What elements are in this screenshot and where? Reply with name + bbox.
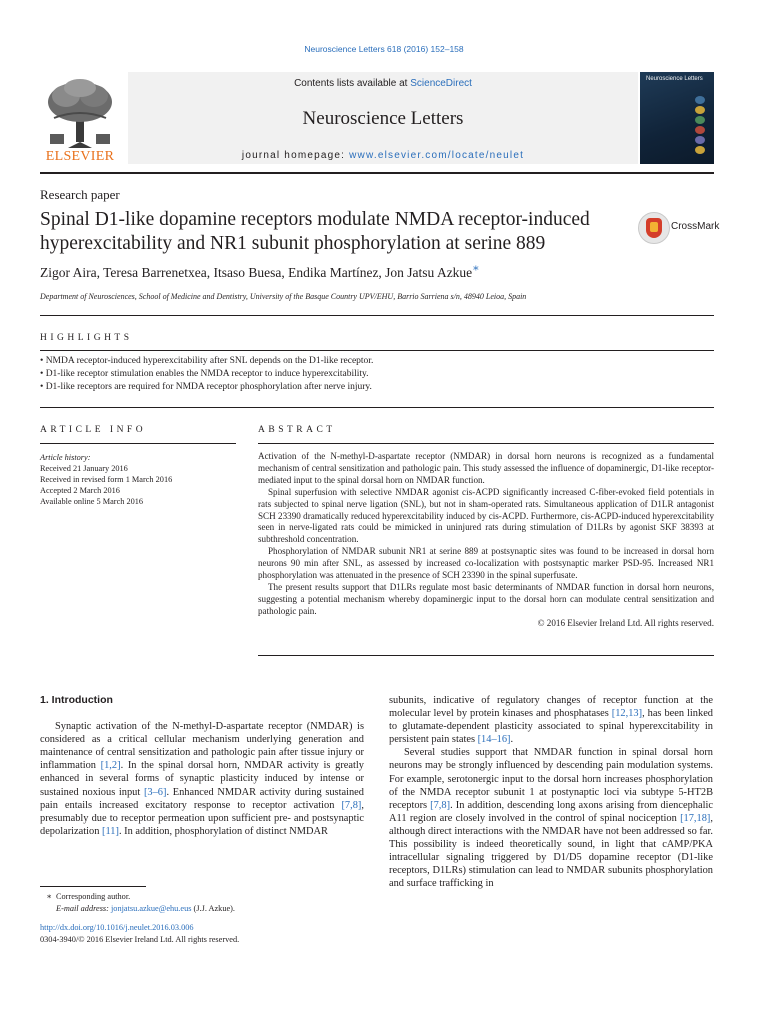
highlights-divider: [40, 350, 714, 351]
cover-art: [692, 94, 708, 160]
journal-name: Neuroscience Letters: [302, 108, 464, 129]
abstract-body: [258, 451, 714, 630]
sciencedirect-link[interactable]: ScienceDirect: [410, 78, 472, 89]
abstract-heading: ABSTRACT: [258, 425, 336, 435]
article-info-divider: [40, 443, 236, 444]
email-footnote: E-mail address: jonjatsu.azkue@ehu.eus (J.J. Azkue).: [56, 903, 236, 913]
highlight-item: • D1-like receptors are required for NMDA receptor phosphorylation after nerve injury.: [40, 382, 372, 392]
highlights-end-divider: [40, 407, 714, 408]
homepage-prefix: journal homepage:: [241, 150, 350, 161]
citation-link[interactable]: [3–6]: [143, 786, 167, 798]
section-heading: 1. Introduction: [40, 694, 113, 706]
intro-paragraph: Several studies support that NMDAR function in spinal dorsal horn neurons may be strongly influenced by descending pain modulation systems. For example, serotonergic input to the dorsal horn increases phosphorylation of the NMDA receptor subunit 1 at postynaptic loci via subtype 5-HT2B receptors [7,8]. In addition, descending long axons arising from diencephalic A11 region are closely involved in the control of spinal nociception [17,18], although direct interactions with the NMDAR have not been addressed so far. This possibility is indeed theoretically sound, in light that cAMP/PKA intracellular signaling triggered by D1/D5 dopamine receptor (D1-like receptors, D1LRs) stimulation can lead to NMDAR subunits phosphorylation and surface trafficking in: [389, 747, 713, 890]
citation-link[interactable]: [11]: [102, 825, 119, 837]
masthead-divider: [40, 172, 714, 174]
citation-link[interactable]: [17,18]: [680, 812, 711, 824]
abstract-paragraph: Spinal superfusion with selective NMDAR agonist cis-ACPD significantly increased C-fiber-evoked field potentials in rats subjected to spinal nerve ligation (SNL), but not in sham-operated rats. Simultaneous application of D1LR antagonist SCH 23390 dramatically reduced hyperexcitability induced by cis-ACPD. Furthermore, cis-ACPD-induced hyperexcitability seen in nerve-ligated rats could be mimicked in uninjured rats during stimulation of D1LRs by agonist SKF 38393 at subthreshold concentration.: [258, 486, 714, 545]
intro-paragraph: Synaptic activation of the N-methyl-D-aspartate receptor (NMDAR) is considered as a critical cellular mechanism underlying generation and maintenance of central sensitization and pathologic pain after tissue injury or inflammation [1,2]. In the spinal dorsal horn, NMDAR activity is greatly enhanced in several forms of synaptic plasticity induced by intense or sustained noxious input [3–6]. Enhanced NMDAR activity during sustained pain entails increased excitatory response to receptor activation [7,8], presumably due to receptor permeation upon sufficient pre- and postsynaptic depolarization [11]. In addition, phosphorylation of distinct NMDAR: [40, 721, 364, 837]
journal-citation[interactable]: Neuroscience Letters 618 (2016) 152–158: [304, 44, 464, 54]
footnotes: [40, 891, 370, 945]
contents-line: [128, 78, 638, 89]
body-right-column: [389, 694, 713, 890]
article-title: Spinal D1-like dopamine receptors modulate NMDA receptor-induced hyperexcitability and NR1 subunit phosphorylation at serine 889: [40, 209, 590, 254]
crossmark-icon: [638, 212, 670, 244]
corresponding-author-marker[interactable]: ∗: [472, 262, 480, 275]
citation-link[interactable]: [14–16]: [477, 734, 511, 746]
highlights-list: [40, 355, 714, 394]
history-revised: Received in revised form 1 March 2016: [40, 475, 173, 484]
author-email-link[interactable]: jonjatsu.azkue@ehu.eus: [111, 903, 192, 913]
citation-link[interactable]: [1,2]: [100, 760, 121, 772]
cover-title: Neuroscience Letters: [646, 76, 703, 82]
journal-masthead: [40, 72, 714, 164]
affiliation-divider: [40, 315, 714, 316]
citation-link[interactable]: [12,13]: [611, 708, 643, 720]
highlight-item: • D1-like receptor stimulation enables the NMDA receptor to induce hyperexcitability.: [40, 369, 369, 379]
author-list: [40, 262, 480, 281]
contents-prefix: Contents lists available at: [294, 78, 411, 89]
corresponding-footnote: ∗ Corresponding author.: [46, 892, 131, 901]
issn-line: 0304-3940/© 2016 Elsevier Ireland Ltd. All rights reserved.: [40, 934, 240, 944]
doi-line: [40, 922, 370, 934]
abstract-paragraph: Activation of the N-methyl-D-aspartate receptor (NMDAR) in dorsal horn neurons is recognized as a fundamental mechanism of central sensitization and pathologic pain. This study assessed the influence of dopaminergic, D1-like receptor-mediated input to the spinal dorsal horn on NMDAR function.: [258, 451, 714, 485]
abstract-end-divider: [258, 655, 714, 656]
journal-cover-thumbnail[interactable]: [640, 72, 714, 164]
history-online: Available online 5 March 2016: [40, 497, 144, 506]
abstract-paragraph: The present results support that D1LRs regulate most basic determinants of NMDAR function in dorsal horn neurons, suggesting a potential mechanism whereby dopaminergic input to the dorsal horn can modulate central sensitization and pathologic pain.: [258, 581, 714, 616]
citation-link[interactable]: [7,8]: [341, 799, 362, 811]
crossmark-button[interactable]: [638, 212, 718, 244]
article-type: Research paper: [40, 187, 120, 202]
history-accepted: Accepted 2 March 2016: [40, 486, 120, 495]
highlight-item: • NMDA receptor-induced hyperexcitability after SNL depends on the D1-like receptor.: [40, 356, 374, 366]
abstract-copyright: © 2016 Elsevier Ireland Ltd. All rights reserved.: [537, 617, 714, 628]
publisher-wordmark: ELSEVIER: [45, 149, 115, 164]
journal-homepage: [128, 150, 638, 161]
authors-text: Zigor Aira, Teresa Barrenetxea, Itsaso Buesa, Endika Martínez, Jon Jatsu Azkue: [40, 265, 473, 280]
body-left-column: [40, 694, 364, 838]
highlights-heading: HIGHLIGHTS: [40, 333, 133, 343]
article-info-heading: ARTICLE INFO: [40, 425, 147, 435]
article-history: [40, 452, 240, 507]
footnote-divider: [40, 886, 146, 887]
abstract-paragraph: Phosphorylation of NMDAR subunit NR1 at serine 889 at postsynaptic sites was found to be increased in dorsal horn neurons 90 min after SNL, as assessed by increased co-localization with postsynaptic marker PSD-95. Increased NR1 phosphorylation was attenuated in the presence of SCH 23390 in the spinal superfusate.: [258, 546, 714, 581]
history-label: Article history:: [40, 453, 91, 462]
homepage-link[interactable]: www.elsevier.com/locate/neulet: [349, 150, 525, 161]
doi-link[interactable]: http://dx.doi.org/10.1016/j.neulet.2016.03.006: [40, 923, 194, 933]
abstract-divider: [258, 443, 714, 444]
affiliation: Department of Neurosciences, School of Medicine and Dentistry, University of the Basque Country UPV/EHU, Barrio Sarriena s/n, 48940 Leioa, Spain: [40, 292, 527, 301]
crossmark-label: CrossMark: [671, 221, 720, 232]
journal-banner: [128, 72, 638, 164]
intro-paragraph-continued: subunits, indicative of regulatory changes of receptor function at the molecular level by protein kinases and phosphatases [12,13], has been linked to glutamate-dependent plasticity associated to spinal hyperexcitability in persistent pain states [14–16].: [389, 695, 713, 746]
history-received: Received 21 January 2016: [40, 464, 128, 473]
citation-link[interactable]: [7,8]: [430, 799, 451, 811]
